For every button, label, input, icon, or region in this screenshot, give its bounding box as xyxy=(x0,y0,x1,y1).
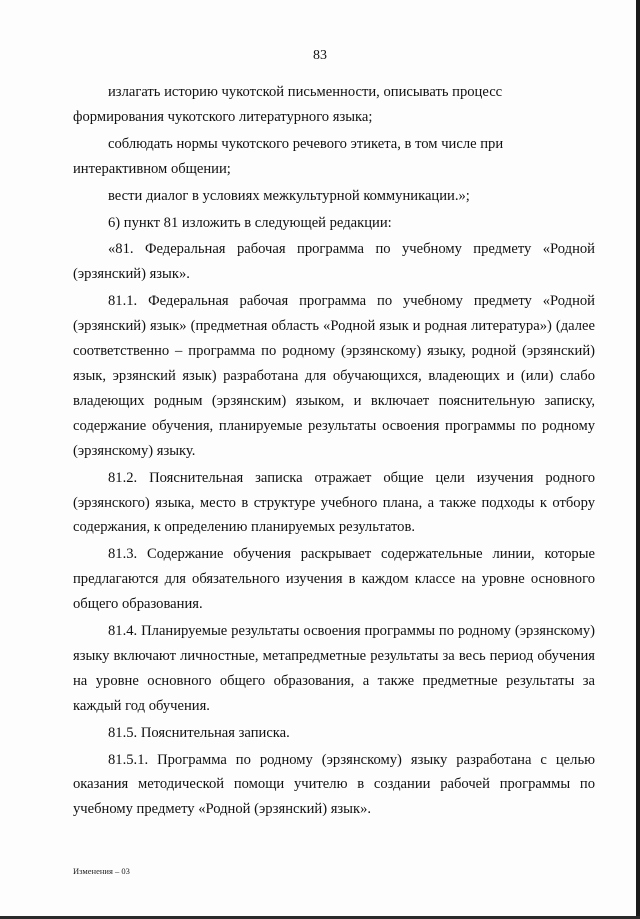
paragraph: «81. Федеральная рабочая программа по учебному предмету «Родной (эрзянский) язык». xyxy=(73,241,595,283)
paragraph: 81.2. Пояснительная записка отражает общие цели изучения родного (эрзянского) языка, место в структуре учебного плана, а также подходы к отбору содержания, к определению планируемых результатов. xyxy=(73,469,595,536)
paragraph: вести диалог в условиях межкультурной коммуникации.»; xyxy=(108,187,470,204)
paragraph: соблюдать нормы чукотского речевого этикета, в том числе при интерактивном общении; xyxy=(73,135,504,177)
paragraph: излагать историю чукотской письменности, описывать процесс формирования чукотского литературного языка; xyxy=(73,84,503,125)
paragraph: 6) пункт 81 изложить в следующей редакции: xyxy=(108,214,392,231)
paragraph: 81.4. Планируемые результаты освоения программы по родному (эрзянскому) языку включают личностные, метапредметные результаты за весь период обучения на уровне основного общего образования, а также предметные результаты за каждый год обучения. xyxy=(73,623,595,714)
scan-edge-right xyxy=(636,0,640,919)
paragraph: 81.3. Содержание обучения раскрывает содержательные линии, которые предлагаются для обязательного изучения в каждом классе на уровне основного общего образования. xyxy=(73,546,595,613)
document-body xyxy=(73,80,595,822)
paragraph: 81.5.1. Программа по родному (эрзянскому) языку разработана с целью оказания методической помощи учителю в создании рабочей программы по учебному предмету «Родной (эрзянский) язык». xyxy=(73,751,595,818)
paragraph: 81.5. Пояснительная записка. xyxy=(108,724,290,741)
footer-note: Изменения – 03 xyxy=(73,866,130,876)
page-number: 83 xyxy=(313,48,327,63)
paragraph: 81.1. Федеральная рабочая программа по учебному предмету «Родной (эрзянский) язык» (предметная область «Родной язык и родная литература») (далее соответственно – программа по родному (эрзянскому) языку, родной (эрзянский) язык, эрзянский язык) разработана для обучающихся, владеющих и (или) слабо владеющих родным (эрзянским) языком, и включает пояснительную записку, содержание обучения, планируемые результаты освоения программы по родному (эрзянскому) языку. xyxy=(73,293,595,459)
